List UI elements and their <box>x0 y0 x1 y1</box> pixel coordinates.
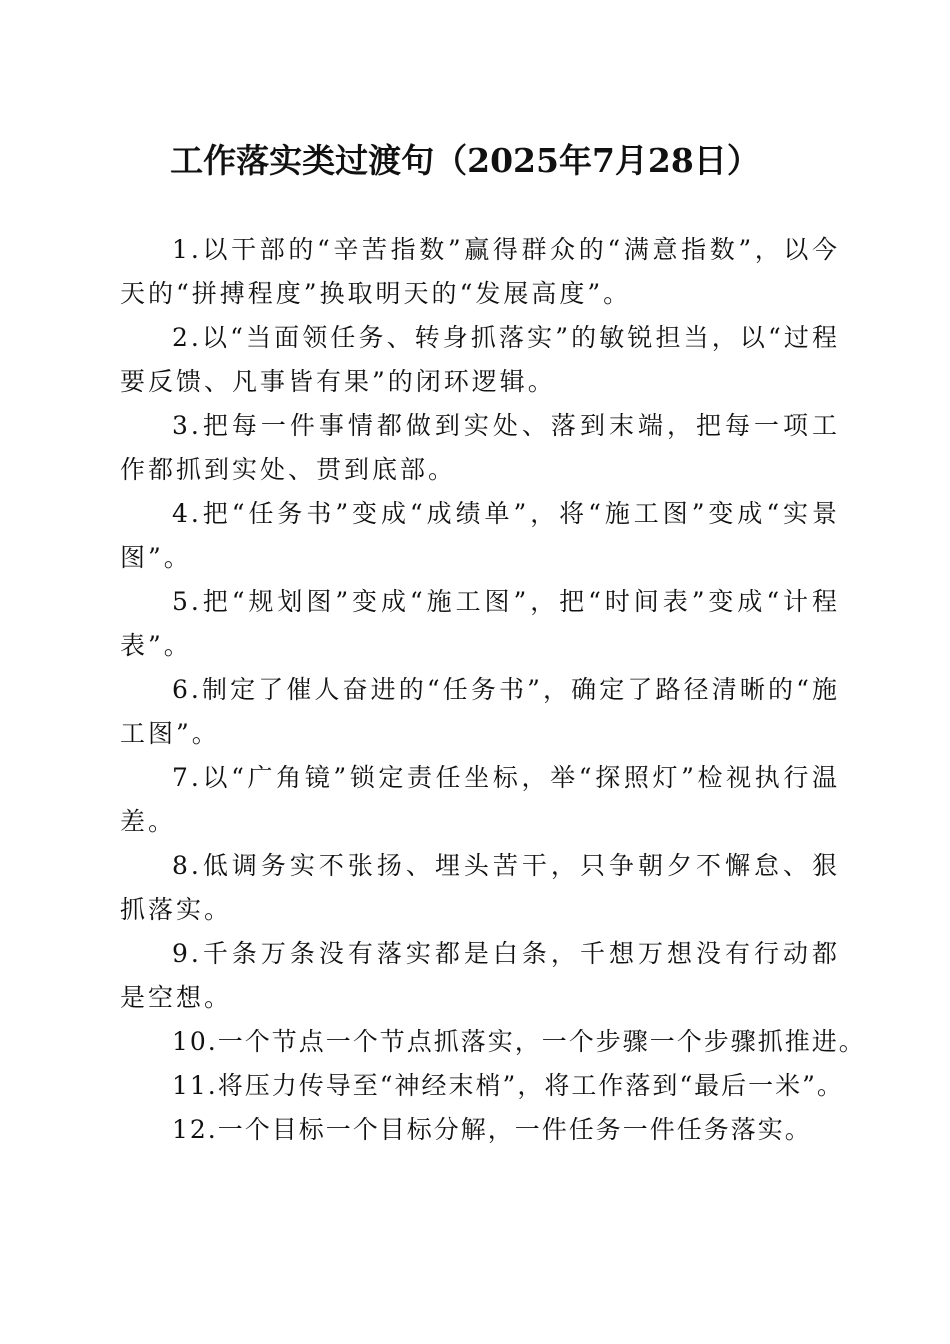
paragraph-12: 12.一个目标一个目标分解，一件任务一件任务落实。 <box>172 1115 812 1144</box>
paragraph-4: 4.把“任务书”变成“成绩单”，将“施工图”变成“实景图”。 <box>120 499 840 572</box>
paragraph-2: 2.以“当面领任务、转身抓落实”的敏锐担当，以“过程要反馈、凡事皆有果”的闭环逻辑。 <box>120 323 840 396</box>
paragraph-10: 10.一个节点一个节点抓落实，一个步骤一个步骤抓推进。 <box>172 1027 866 1056</box>
paragraph-9: 9.千条万条没有落实都是白条，千想万想没有行动都是空想。 <box>120 939 840 1012</box>
paragraph-5: 5.把“规划图”变成“施工图”，把“时间表”变成“计程表”。 <box>120 587 840 660</box>
page-title: 工作落实类过渡句（2025年7月28日） <box>170 141 760 180</box>
paragraph-1: 1.以干部的“辛苦指数”赢得群众的“满意指数”，以今天的“拼搏程度”换取明天的“发展高度”。 <box>120 235 840 308</box>
paragraph-11: 11.将压力传导至“神经末梢”，将工作落到“最后一米”。 <box>172 1071 844 1100</box>
document-body <box>120 228 866 1152</box>
paragraph-3: 3.把每一件事情都做到实处、落到末端，把每一项工作都抓到实处、贯到底部。 <box>120 411 840 484</box>
paragraph-6: 6.制定了催人奋进的“任务书”，确定了路径清晰的“施工图”。 <box>120 675 840 748</box>
paragraph-8: 8.低调务实不张扬、埋头苦干，只争朝夕不懈怠、狠抓落实。 <box>120 851 840 924</box>
paragraph-7: 7.以“广角镜”锁定责任坐标，举“探照灯”检视执行温差。 <box>120 763 840 836</box>
